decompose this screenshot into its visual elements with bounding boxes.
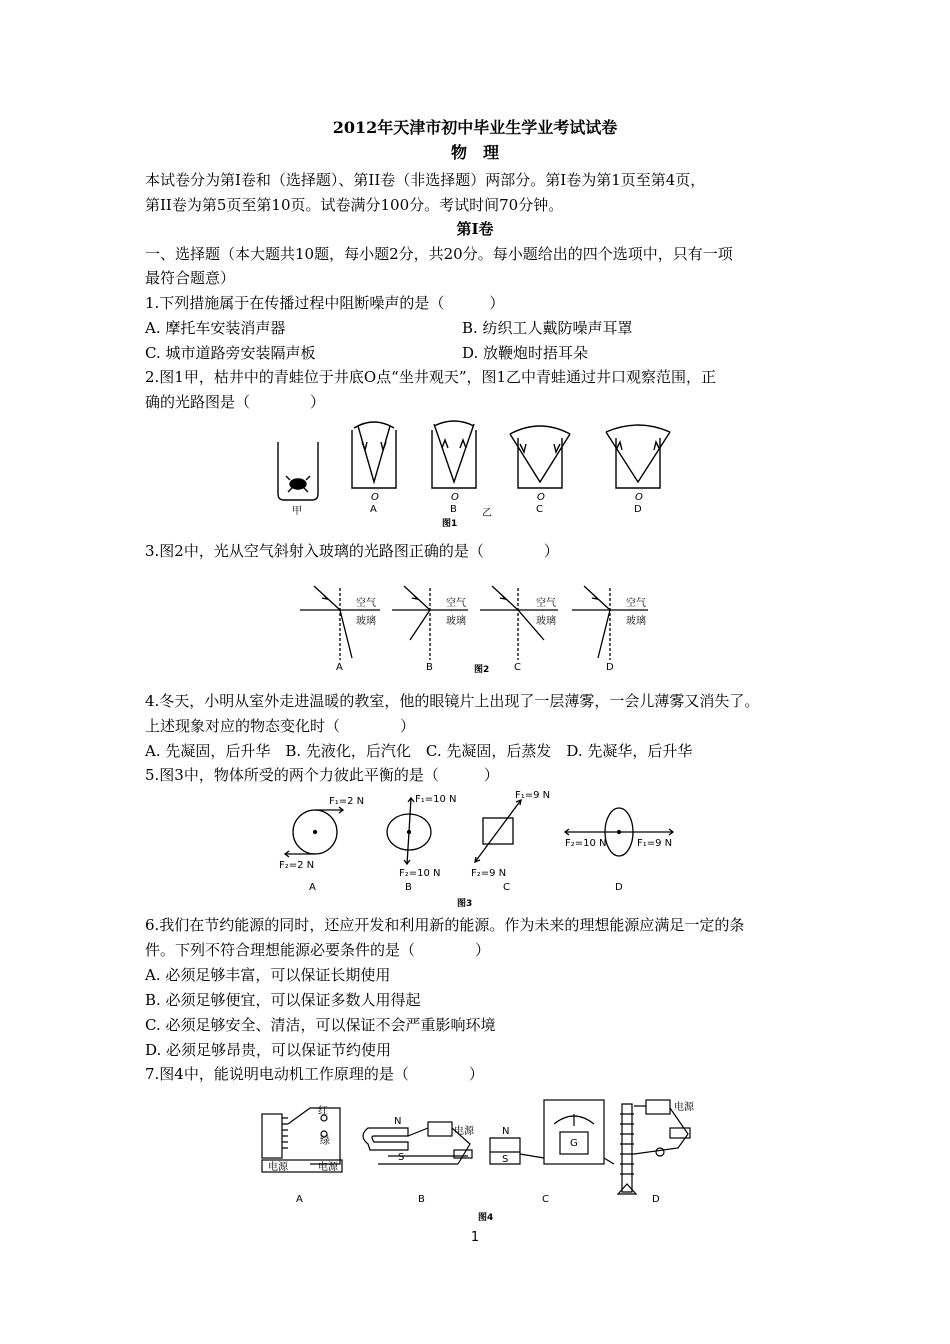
fig4-power-b: 电源: [454, 1126, 474, 1137]
section-instruction-1: 一、选择题（本大题共10题，每小题2分，共20分。每小题给出的四个选项中，只有一项: [145, 245, 733, 263]
q1-stem: 1.下列措施属于在传播过程中阻断噪声的是（ ）: [145, 294, 505, 312]
q4-options: A. 先凝固，后升华 B. 先液化，后汽化 C. 先凝固，后蒸发 D. 先凝华，后升华: [145, 742, 693, 760]
figure-3: [275, 790, 685, 910]
q6-option-a: A. 必须足够丰富，可以保证长期使用: [145, 966, 391, 984]
fig4-caption: 图4: [478, 1213, 494, 1223]
exam-title: 2012年天津市初中毕业生学业考试试卷: [332, 118, 618, 137]
fig3-c-f2: F₂=9 N: [471, 868, 507, 879]
fig3-b-f2: F₂=10 N: [399, 868, 441, 879]
q2-stem-1: 2.图1甲，枯井中的青蛙位于井底O点“坐井观天”，图1乙中青蛙通过井口观察范围，正: [145, 368, 717, 386]
intro-line-1: 本试卷分为第Ⅰ卷和（选择题）、第II卷（非选择题）两部分。第Ⅰ卷为第1页至第4页，: [145, 171, 706, 189]
q7-stem: 7.图4中，能说明电动机工作原理的是（ ）: [145, 1065, 484, 1083]
fig1-label-a: A: [370, 504, 377, 515]
fig3-label-b: B: [405, 882, 412, 893]
fig2-glass-d: 玻璃: [626, 616, 646, 627]
fig3-b-f1: F₁=10 N: [415, 794, 457, 805]
section-instruction-2: 最符合题意）: [145, 269, 236, 287]
fig1-o-c: O: [537, 492, 545, 503]
q1-option-a: A. 摩托车安装消声器: [145, 319, 286, 337]
fig3-a-f2: F₂=2 N: [279, 860, 315, 871]
fig3-c-f1: F₁=9 N: [515, 790, 551, 801]
intro-line-2: 第II卷为第5页至第10页。试卷满分100分。考试时间70分钟。: [145, 196, 564, 214]
fig2-glass-b: 玻璃: [446, 616, 466, 627]
fig2-label-b: B: [426, 662, 433, 673]
well-jia: [278, 442, 318, 500]
fig3-label-a: A: [309, 882, 316, 893]
q4-stem-2: 上述现象对应的物态变化时（ ）: [145, 717, 416, 735]
fig3-d-f1: F₁=9 N: [637, 838, 673, 849]
fig4-g-c: G: [570, 1138, 578, 1149]
fig4-red: 红: [318, 1106, 328, 1117]
fig2-label-a: A: [336, 662, 343, 673]
q6-option-c: C. 必须足够安全、清洁，可以保证不会严重影响环境: [145, 1016, 496, 1034]
q1-option-b: B. 纺织工人戴防噪声耳罩: [462, 319, 633, 337]
subject-title: 物 理: [450, 143, 499, 162]
fig4-s-c: S: [502, 1154, 509, 1165]
fig1-o-b: O: [451, 492, 459, 503]
well-a: [352, 422, 396, 488]
q1-option-d: D. 放鞭炮时捂耳朵: [462, 344, 589, 362]
fig2-air-b: 空气: [446, 598, 466, 609]
fig2-air-a: 空气: [356, 598, 376, 609]
page-number: 1: [470, 1230, 480, 1245]
fig3-label-c: C: [503, 882, 510, 893]
fig2-air-c: 空气: [536, 598, 556, 609]
fig4-label-b: B: [418, 1194, 425, 1205]
fig1-label-c: C: [536, 504, 543, 515]
fig2-air-d: 空气: [626, 598, 646, 609]
fig4-label-c: C: [542, 1194, 549, 1205]
fig4-s-b: S: [398, 1152, 405, 1163]
fig4-n-b: N: [394, 1116, 402, 1127]
fig2-glass-c: 玻璃: [536, 616, 556, 627]
fig1-o-d: O: [635, 492, 643, 503]
part1-heading: 第Ⅰ卷: [456, 220, 494, 238]
fig2-label-c: C: [514, 662, 521, 673]
q2-stem-2: 确的光路图是（ ）: [145, 393, 326, 411]
figure-2: [300, 580, 660, 675]
fig3-caption: 图3: [457, 899, 473, 909]
fig2-caption: 图2: [474, 665, 490, 675]
fig4-power-d: 电源: [674, 1102, 694, 1113]
q5-stem: 5.图3中，物体所受的两个力彼此平衡的是（ ）: [145, 766, 499, 784]
fig3-a-f1: F₁=2 N: [329, 796, 365, 807]
figure-1: [270, 420, 680, 530]
fig1-label-b: B: [450, 504, 457, 515]
q4-stem-1: 4.冬天，小明从室外走进温暖的教室，他的眼镜片上出现了一层薄雾，一会儿薄雾又消失了。: [145, 692, 760, 710]
q6-stem-1: 6.我们在节约能源的同时，还应开发和利用新的能源。作为未来的理想能源应满足一定的条: [145, 916, 745, 934]
fig2-glass-a: 玻璃: [356, 616, 376, 627]
well-c: [510, 426, 570, 488]
fig1-label-d: D: [634, 504, 642, 515]
fig4-n-c: N: [502, 1126, 510, 1137]
q6-stem-2: 件。下列不符合理想能源必要条件的是（ ）: [145, 941, 491, 959]
fig1-caption: 图1: [442, 519, 458, 529]
well-b: [432, 421, 476, 488]
q6-option-b: B. 必须足够便宜，可以保证多数人用得起: [145, 991, 421, 1009]
fig1-o-a: O: [371, 492, 379, 503]
fig2-label-d: D: [606, 662, 614, 673]
well-d: [606, 425, 670, 488]
figure-4: [258, 1094, 708, 1224]
fig3-label-d: D: [615, 882, 623, 893]
q6-option-d: D. 必须足够昂贵，可以保证节约使用: [145, 1041, 392, 1059]
fig4-label-a: A: [296, 1194, 303, 1205]
q1-option-c: C. 城市道路旁安装隔声板: [145, 344, 316, 362]
fig4-power-a2: 电源: [318, 1162, 338, 1173]
fig3-d-f2: F₂=10 N: [565, 838, 607, 849]
fig4-power-a: 电源: [268, 1162, 288, 1173]
fig4-label-d: D: [652, 1194, 660, 1205]
fig4-green: 绿: [320, 1136, 330, 1147]
fig1-label-jia: 甲: [292, 506, 302, 517]
fig1-label-yi: 乙: [482, 508, 492, 519]
q3-stem: 3.图2中，光从空气斜射入玻璃的光路图正确的是（ ）: [145, 542, 559, 560]
